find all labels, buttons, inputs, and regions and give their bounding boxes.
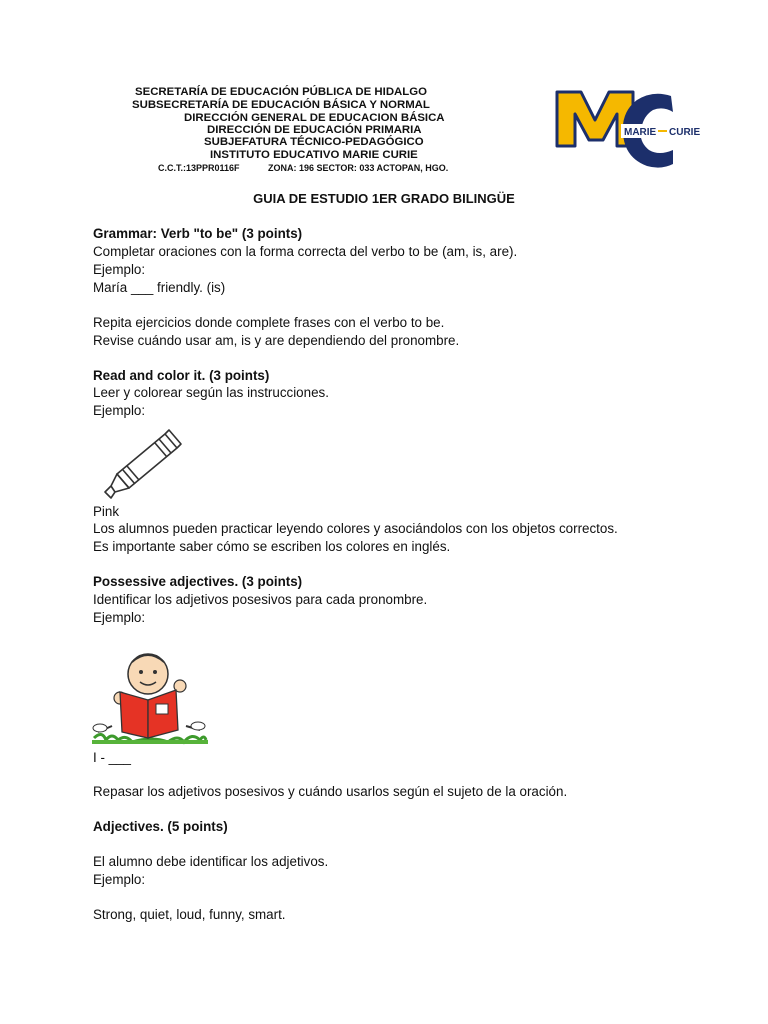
grammar-heading: Grammar: Verb "to be" (3 points) bbox=[93, 226, 303, 241]
grammar-example-label: Ejemplo: bbox=[93, 262, 146, 277]
logo-text-curie: CURIE bbox=[669, 127, 701, 138]
grammar-note-2: Revise cuándo usar am, is y are dependiendo del pronombre. bbox=[93, 333, 460, 348]
grammar-example: María ___ friendly. (is) bbox=[93, 280, 226, 295]
color-example-label: Ejemplo: bbox=[93, 403, 146, 418]
adjectives-heading: Adjectives. (5 points) bbox=[93, 819, 228, 834]
header-cct: C.C.T.:13PPR0116F bbox=[158, 163, 240, 173]
possessive-example-label: Ejemplo: bbox=[93, 610, 146, 625]
header-line-2: SUBSECRETARÍA DE EDUCACIÓN BÁSICA Y NORMAL bbox=[132, 99, 430, 111]
page-title: GUIA DE ESTUDIO 1ER GRADO BILINGÜE bbox=[253, 191, 515, 206]
crayon-image bbox=[93, 426, 189, 502]
header-zona: ZONA: 196 SECTOR: 033 ACTOPAN, HGO. bbox=[268, 163, 449, 173]
possessive-heading: Possessive adjectives. (3 points) bbox=[93, 574, 303, 589]
color-note-2: Es importante saber cómo se escriben los colores en inglés. bbox=[93, 539, 451, 554]
header-line-6: INSTITUTO EDUCATIVO MARIE CURIE bbox=[210, 149, 418, 161]
header-line-5: SUBJEFATURA TÉCNICO-PEDAGÓGICO bbox=[204, 136, 424, 148]
grammar-instruction: Completar oraciones con la forma correcta del verbo to be (am, is, are). bbox=[93, 244, 518, 259]
color-note-1: Los alumnos pueden practicar leyendo colores y asociándolos con los objetos correctos. bbox=[93, 521, 618, 536]
color-instruction: Leer y colorear según las instrucciones. bbox=[93, 385, 329, 400]
adjectives-example: Strong, quiet, loud, funny, smart. bbox=[93, 907, 286, 922]
adjectives-instruction: El alumno debe identificar los adjetivos. bbox=[93, 854, 329, 869]
header-line-3: DIRECCIÓN GENERAL DE EDUCACION BÁSICA bbox=[184, 112, 445, 124]
color-heading: Read and color it. (3 points) bbox=[93, 368, 270, 383]
header-line-4: DIRECCIÓN DE EDUCACIÓN PRIMARIA bbox=[207, 124, 422, 136]
possessive-instruction: Identificar los adjetivos posesivos para cada pronombre. bbox=[93, 592, 428, 607]
school-logo bbox=[553, 88, 705, 172]
possessive-example: I - ___ bbox=[93, 750, 131, 765]
header-line-1: SECRETARÍA DE EDUCACIÓN PÚBLICA DE HIDALGO bbox=[135, 86, 427, 98]
child-reading-image bbox=[92, 646, 208, 746]
grammar-note-1: Repita ejercicios donde complete frases con el verbo to be. bbox=[93, 315, 445, 330]
crayon-caption: Pink bbox=[93, 504, 120, 519]
possessive-note: Repasar los adjetivos posesivos y cuándo usarlos según el sujeto de la oración. bbox=[93, 784, 568, 799]
logo-text-marie: MARIE bbox=[624, 127, 657, 138]
adjectives-example-label: Ejemplo: bbox=[93, 872, 146, 887]
